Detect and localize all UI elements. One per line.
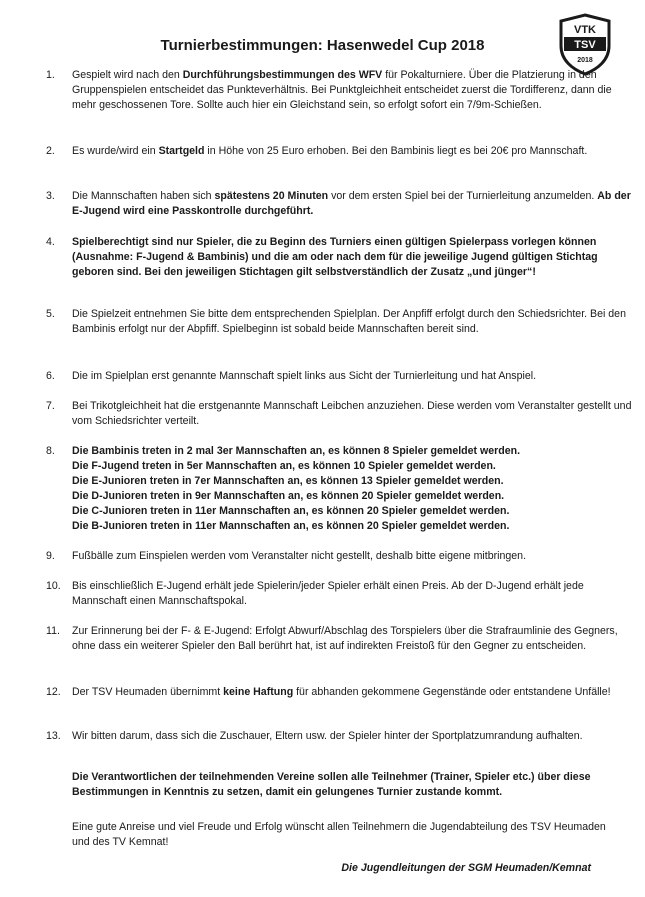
rule-item <box>46 549 632 564</box>
rule-text: Fußbälle zum Einspielen werden vom Veranstalter nicht gestellt, deshalb bitte eigene mitbringen. <box>72 550 527 562</box>
page-title: Turnierbestimmungen: Hasenwedel Cup 2018 <box>160 37 485 54</box>
rule-text: Zur Erinnerung bei der F- & E-Jugend: Erfolgt Abwurf/Abschlag des Torspielers über die Strafraumlinie des Gegners, ohne dass ein weiterer Spieler den Ball berührt hat, ist auf indirekten Freistoß für den Gegner zu entscheiden. <box>72 625 618 652</box>
team-size-line: Die B-Junioren treten in 11er Mannschaften an, es können 20 Spieler gemeldet werden. <box>72 520 510 532</box>
team-size-line: Die E-Junioren treten in 7er Mannschaften an, es können 13 Spieler gemeldet werden. <box>72 475 504 487</box>
rule-number: 7. <box>46 400 55 412</box>
logo-top-text: VTK <box>574 24 596 36</box>
rule-number: 10. <box>46 580 61 592</box>
rule-text: Es wurde/wird ein <box>72 145 159 157</box>
rule-item <box>46 624 632 654</box>
rule-text: in Höhe von 25 Euro erhoben. Bei den Bambinis liegt es bei 20€ pro Mannschaft. <box>204 145 588 157</box>
rule-number: 5. <box>46 308 55 320</box>
logo-year-text: 2018 <box>577 57 593 64</box>
closing-wish: Eine gute Anreise und viel Freude und Erfolg wünscht allen Teilnehmern die Jugendabteilung des TSV Heumaden und des TV Kemnat! <box>72 821 606 848</box>
closing-bold-text: Die Verantwortlichen der teilnehmenden Vereine sollen alle Teilnehmer (Trainer, Spieler etc.) über diese Bestimmungen in Kenntnis zu setzen, damit ein gelungenes Turnier zustande kommt. <box>72 771 591 798</box>
rule-number: 1. <box>46 69 55 81</box>
rule-number: 2. <box>46 145 55 157</box>
rule-number: 11. <box>46 625 60 637</box>
rule-item <box>46 307 632 337</box>
rule-item <box>46 579 632 609</box>
rule-text-bold: Ab der E-Jugend wird eine Passkontrolle durchgeführt. <box>72 190 631 217</box>
rule-text: für Pokalturniere. Über die Platzierung in den Gruppenspielen entscheidet das Punkteverhältnis. Bei Punktgleichheit entscheidet zuerst die Tordifferenz, dann die mehr geschossenen Tore. Sollte auch hier ein Gleichstand sein, so erfolgt sofort ein 7/9m-Schießen. <box>72 69 612 111</box>
logo-middle-text: TSV <box>574 39 596 51</box>
rule-number: 6. <box>46 370 55 382</box>
rule-item <box>46 369 632 384</box>
rule-number: 8. <box>46 445 55 457</box>
rule-text-bold: spätestens 20 Minuten <box>214 190 329 202</box>
rule-text: Die Spielzeit entnehmen Sie bitte dem entsprechenden Spielplan. Der Anpfiff erfolgt durch den Schiedsrichter. Bei den Bambinis erfolgt nur der Abpfiff. Spielbeginn ist sobald beide Mannschaften bereit sind. <box>72 308 626 335</box>
rule-number: 12. <box>46 686 61 698</box>
team-size-line: Die D-Junioren treten in 9er Mannschaften an, es können 20 Spieler gemeldet werden. <box>72 490 505 502</box>
rule-text-bold: keine Haftung <box>223 686 294 698</box>
rule-item <box>46 235 632 280</box>
closing-paragraph <box>72 770 608 800</box>
rule-number: 3. <box>46 190 55 202</box>
rule-text-bold: Startgeld <box>158 145 205 157</box>
rule-text: Bei Trikotgleichheit hat die erstgenannte Mannschaft Leibchen anzuziehen. Diese werden vom Veranstalter gestellt und vom Schiedsrichter verteilt. <box>72 400 632 427</box>
rule-item <box>46 399 632 429</box>
rule-number: 4. <box>46 236 55 248</box>
rule-text: Der TSV Heumaden übernimmt <box>72 686 224 698</box>
signature: Die Jugendleitungen der SGM Heumaden/Kemnat <box>341 862 591 874</box>
rule-item <box>46 444 632 534</box>
rule-text: für abhanden gekommene Gegenstände oder entstandene Unfälle! <box>293 686 611 698</box>
rule-text: Die Mannschaften haben sich <box>72 190 215 202</box>
rule-item <box>46 68 632 113</box>
rule-item <box>46 189 632 219</box>
rule-item <box>46 144 632 159</box>
rule-text-bold: Durchführungsbestimmungen des WFV <box>182 69 383 81</box>
rule-text: Bis einschließlich E-Jugend erhält jede Spielerin/jeder Spieler erhält einen Preis. Ab der D-Jugend erhält jede Mannschaft einen Mannschaftspokal. <box>72 580 584 607</box>
rule-item <box>46 685 632 700</box>
club-logo <box>556 12 614 76</box>
team-size-line: Die F-Jugend treten in 5er Mannschaften an, es können 10 Spieler gemeldet werden. <box>72 460 496 472</box>
rule-text-bold: Spielberechtigt sind nur Spieler, die zu Beginn des Turniers einen gültigen Spielerpass vorlegen können (Ausnahme: F-Jugend & Bambinis) und die am oder nach dem für die jeweilige Jugend gültigen Stichtag geboren sind. Bei den jeweiligen Stichtagen gilt selbstverständlich der Zusatz „und jünger“! <box>72 236 598 278</box>
rule-number: 13. <box>46 730 61 742</box>
rule-text: Die im Spielplan erst genannte Mannschaft spielt links aus Sicht der Turnierleitung und hat Anspiel. <box>72 370 537 382</box>
rule-text: Gespielt wird nach den <box>72 69 183 81</box>
team-size-line: Die Bambinis treten in 2 mal 3er Mannschaften an, es können 8 Spieler gemeldet werden. <box>72 445 521 457</box>
rule-number: 9. <box>46 550 55 562</box>
rule-item <box>46 729 632 744</box>
team-size-line: Die C-Junioren treten in 11er Mannschaften an, es können 20 Spieler gemeldet werden. <box>72 505 510 517</box>
rule-text: vor dem ersten Spiel bei der Turnierleitung anzumelden. <box>328 190 598 202</box>
rule-text: Wir bitten darum, dass sich die Zuschauer, Eltern usw. der Spieler hinter der Sportplatzumrandung aufhalten. <box>72 730 583 742</box>
